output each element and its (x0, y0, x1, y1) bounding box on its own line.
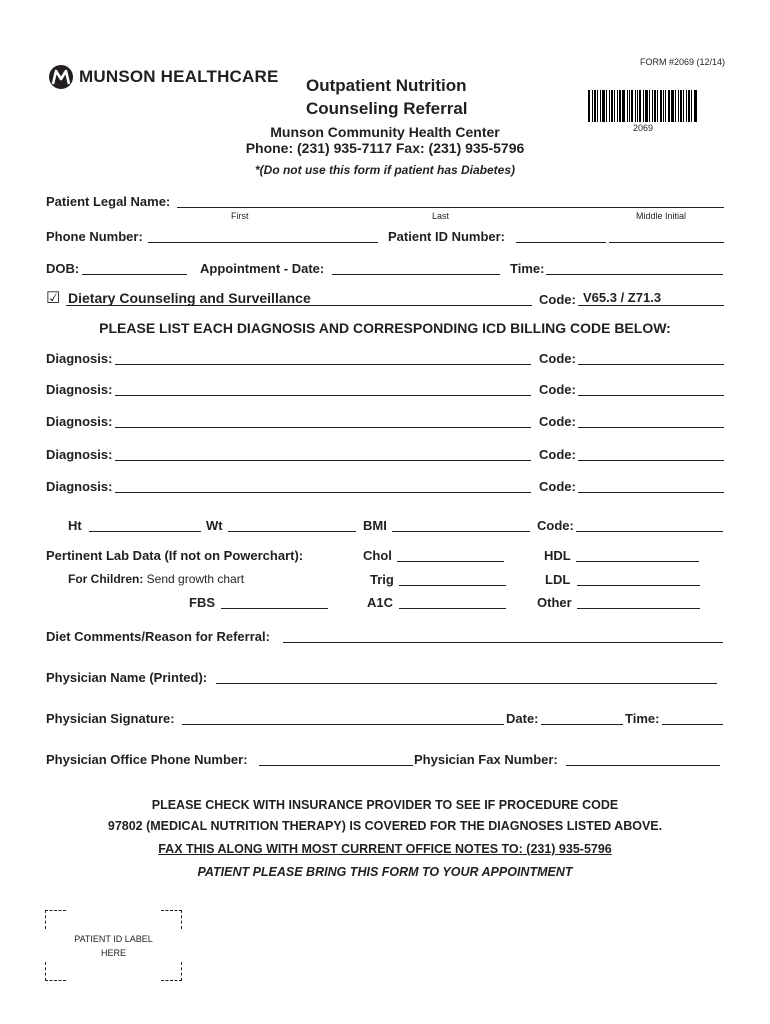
phone-number-label: Phone Number: (46, 229, 143, 244)
corner-bottom-left (45, 962, 66, 981)
diagnosis-code-label: Code: (539, 382, 576, 397)
physician-time-label: Time: (625, 711, 660, 726)
bmi-field[interactable] (392, 531, 530, 532)
send-growth-chart-text: Send growth chart (146, 572, 245, 586)
diagnosis-label: Diagnosis: (46, 382, 113, 397)
other-field[interactable] (577, 608, 700, 609)
barcode-bar (660, 90, 662, 122)
ht-field[interactable] (89, 531, 201, 532)
dietary-code-value: V65.3 / Z71.3 (583, 290, 662, 305)
diagnosis-field[interactable] (115, 427, 531, 428)
barcode-bar (614, 90, 615, 122)
office-phone-field[interactable] (259, 765, 413, 766)
patient-id-label-line1: PATIENT ID LABEL (74, 934, 153, 944)
diagnosis-code-label: Code: (539, 351, 576, 366)
form-title (306, 74, 468, 120)
appointment-date-field[interactable] (332, 274, 500, 275)
barcode-bar (629, 90, 630, 122)
diagnosis-code-field[interactable] (578, 492, 724, 493)
barcode-bar (600, 90, 601, 122)
barcode-bar (635, 90, 636, 122)
barcode-bar (609, 90, 610, 122)
barcode-bar (622, 90, 625, 122)
ldl-field[interactable] (577, 585, 700, 586)
wt-field[interactable] (228, 531, 356, 532)
measures-code-field[interactable] (576, 531, 723, 532)
for-children-note (68, 572, 244, 586)
diagnosis-code-label: Code: (539, 414, 576, 429)
wt-label: Wt (206, 518, 223, 533)
phone-fax: Phone: (231) 935-7117 Fax: (231) 935-5796 (245, 140, 525, 156)
diagnosis-label: Diagnosis: (46, 479, 113, 494)
munson-logo-icon (46, 64, 76, 90)
insurance-line-2: 97802 (MEDICAL NUTRITION THERAPY) IS COVERED FOR THE DIAGNOSES LISTED ABOVE. (107, 819, 663, 833)
chol-label: Chol (363, 548, 392, 563)
form-title-line2: Counseling Referral (306, 99, 468, 118)
dietary-checkbox[interactable]: ☑ (46, 290, 61, 307)
barcode-bar (688, 90, 690, 122)
bmi-label: BMI (363, 518, 387, 533)
barcode-bar (643, 90, 644, 122)
measures-code-label: Code: (537, 518, 574, 533)
barcode-bar (631, 90, 633, 122)
for-children-label: For Children: (68, 572, 144, 586)
barcode-bar (680, 90, 682, 122)
barcode-bar (663, 90, 664, 122)
time-label: Time: (510, 261, 545, 276)
dob-field[interactable] (82, 274, 187, 275)
barcode-bar (602, 90, 605, 122)
fax-instructions: FAX THIS ALONG WITH MOST CURRENT OFFICE NOTES TO: (231) 935-5796 (158, 842, 612, 856)
barcode-bar (619, 90, 621, 122)
pertinent-lab-label: Pertinent Lab Data (If not on Powerchart): (46, 548, 304, 563)
physician-fax-label: Physician Fax Number: (414, 752, 558, 767)
physician-signature-label: Physician Signature: (46, 711, 175, 726)
dietary-label: Dietary Counseling and Surveillance (68, 290, 311, 306)
barcode-bar (611, 90, 613, 122)
barcode-bar (639, 90, 641, 122)
dob-label: DOB: (46, 261, 80, 276)
patient-legal-name-field[interactable] (177, 207, 724, 208)
sub-middle-initial: Middle Initial (636, 211, 687, 221)
barcode-number: 2069 (632, 123, 654, 133)
diagnosis-label: Diagnosis: (46, 351, 113, 366)
barcode-bar (654, 90, 656, 122)
physician-date-label: Date: (506, 711, 539, 726)
center-name: Munson Community Health Center (270, 124, 500, 140)
dietary-code-label: Code: (539, 292, 576, 307)
barcode-bar (675, 90, 676, 122)
patient-id-label-box (45, 910, 182, 981)
patient-id-label: Patient ID Number: (388, 229, 506, 244)
barcode-bar (588, 90, 590, 122)
fbs-field[interactable] (221, 608, 328, 609)
barcode-bar (694, 90, 697, 122)
diagnosis-field[interactable] (115, 395, 531, 396)
physician-date-field[interactable] (541, 724, 623, 725)
physician-fax-field[interactable] (566, 765, 720, 766)
barcode-bar (649, 90, 650, 122)
barcode-bar (657, 90, 658, 122)
diagnosis-field[interactable] (115, 364, 531, 365)
barcode-bar (686, 90, 687, 122)
patient-id-field-2[interactable] (609, 242, 724, 243)
dietary-code-line (578, 305, 724, 306)
diagnosis-code-field[interactable] (578, 460, 724, 461)
diet-comments-label: Diet Comments/Reason for Referral: (46, 629, 270, 644)
patient-legal-name-label: Patient Legal Name: (46, 194, 171, 209)
physician-name-field[interactable] (216, 683, 717, 684)
barcode-bar (637, 90, 638, 122)
office-phone-label: Physician Office Phone Number: (46, 752, 248, 767)
barcode-bars (588, 90, 698, 122)
diagnosis-label: Diagnosis: (46, 414, 113, 429)
trig-label: Trig (370, 572, 394, 587)
patient-id-label-text (45, 932, 182, 960)
barcode-bar (597, 90, 598, 122)
diagnosis-label: Diagnosis: (46, 447, 113, 462)
sub-first: First (231, 211, 249, 221)
other-label: Other (537, 595, 572, 610)
sub-last: Last (432, 211, 450, 221)
physician-signature-field[interactable] (182, 724, 504, 725)
diet-comments-field[interactable] (283, 642, 723, 643)
time-field[interactable] (546, 274, 723, 275)
diagnosis-field[interactable] (115, 460, 531, 461)
barcode-bar (652, 90, 653, 122)
a1c-field[interactable] (399, 608, 506, 609)
barcode-bar (678, 90, 679, 122)
corner-bottom-right (161, 962, 182, 981)
ldl-label: LDL (545, 572, 571, 587)
ht-label: Ht (68, 518, 82, 533)
hdl-field[interactable] (576, 561, 699, 562)
barcode-bar (671, 90, 674, 122)
hdl-label: HDL (544, 548, 571, 563)
barcode-bar (645, 90, 648, 122)
fbs-label: FBS (189, 595, 215, 610)
chol-field[interactable] (397, 561, 504, 562)
patient-id-label-line2: HERE (100, 948, 126, 958)
corner-top-right (161, 910, 182, 929)
barcode-bar (606, 90, 607, 122)
barcode-bar (683, 90, 684, 122)
corner-top-left (45, 910, 66, 929)
munson-logo (46, 64, 279, 90)
diagnosis-heading: PLEASE LIST EACH DIAGNOSIS AND CORRESPONDING ICD BILLING CODE BELOW: (99, 320, 671, 336)
form-title-line1: Outpatient Nutrition (306, 76, 467, 95)
patient-id-field-1[interactable] (516, 242, 606, 243)
trig-field[interactable] (399, 585, 506, 586)
diagnosis-code-label: Code: (539, 479, 576, 494)
appointment-date-label: Appointment - Date: (200, 261, 325, 276)
diagnosis-code-label: Code: (539, 447, 576, 462)
form-number: FORM #2069 (12/14) (640, 57, 726, 67)
diagnosis-code-field[interactable] (578, 395, 724, 396)
phone-number-field[interactable] (148, 242, 378, 243)
diagnosis-code-field[interactable] (578, 427, 724, 428)
barcode-bar (627, 90, 628, 122)
brand-name: MUNSON HEALTHCARE (79, 67, 279, 86)
barcode-bar (594, 90, 596, 122)
bring-form-note: PATIENT PLEASE BRING THIS FORM TO YOUR APPOINTMENT (197, 865, 573, 879)
barcode-bar (617, 90, 618, 122)
diagnosis-field[interactable] (115, 492, 531, 493)
dietary-line (66, 305, 532, 306)
diabetes-note: *(Do not use this form if patient has Diabetes) (254, 163, 516, 177)
a1c-label: A1C (367, 595, 394, 610)
barcode-bar (668, 90, 670, 122)
diagnosis-code-field[interactable] (578, 364, 724, 365)
physician-name-label: Physician Name (Printed): (46, 670, 208, 685)
barcode-bar (691, 90, 692, 122)
barcode-bar (592, 90, 593, 122)
insurance-line-1: PLEASE CHECK WITH INSURANCE PROVIDER TO SEE IF PROCEDURE CODE (151, 798, 619, 812)
barcode-bar (665, 90, 666, 122)
physician-time-field[interactable] (662, 724, 723, 725)
